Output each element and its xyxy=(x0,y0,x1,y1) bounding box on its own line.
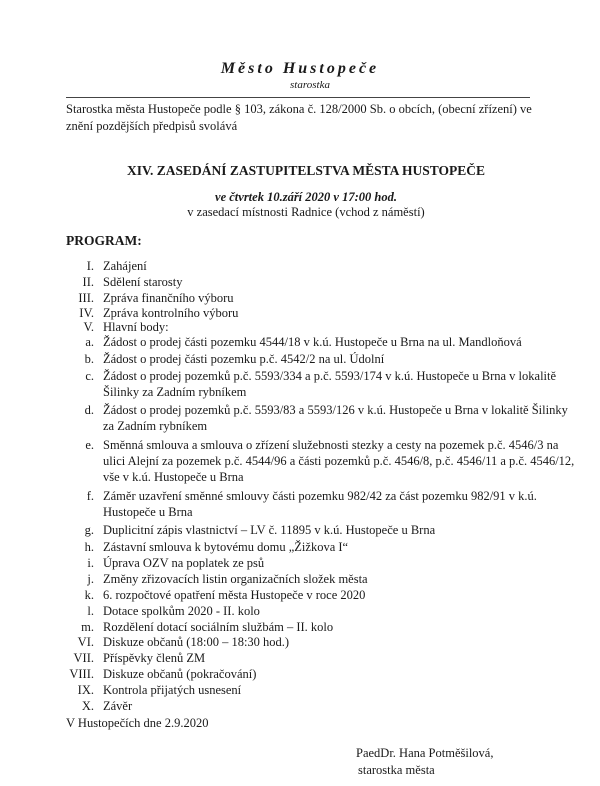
agenda-number: VII. xyxy=(73,651,94,665)
agenda-number: d. xyxy=(84,403,94,417)
agenda-text: Žádost o prodej části pozemku 4544/18 v k.ú. Hustopeče u Brna na ul. Mandloňová xyxy=(103,335,522,349)
header-subtitle: starostka xyxy=(290,79,330,91)
agenda-number: I. xyxy=(86,259,94,273)
agenda-text: Zpráva finančního výboru xyxy=(103,291,234,305)
agenda-text: Příspěvky členů ZM xyxy=(103,651,206,665)
agenda-number: h. xyxy=(84,540,94,554)
meeting-place: v zasedací místnosti Radnice (vchod z náměstí) xyxy=(187,205,425,219)
program-heading: PROGRAM: xyxy=(66,233,142,248)
agenda-number: IX. xyxy=(77,683,94,697)
agenda-number: III. xyxy=(78,291,94,305)
agenda-text: Směnná smlouva a smlouva o zřízení služebnosti stezky a cesty na pozemek p.č. 4546/3 na ulici Alejní za pozemek p.č. 4544/96 a části pozemků p.č. 4546/8, p.č. 4546/11 a p.č. 4546/12, vše v k.ú. Hustopeče u Brna xyxy=(103,438,575,484)
agenda-text: Kontrola přijatých usnesení xyxy=(103,683,242,697)
header-divider xyxy=(66,97,530,98)
agenda-text: Závěr xyxy=(103,699,133,713)
signer-name: PaedDr. Hana Potměšilová, xyxy=(356,746,494,760)
agenda-text: Zahájení xyxy=(103,259,147,273)
agenda-number: j. xyxy=(87,572,94,586)
signer-role: starostka města xyxy=(358,763,435,777)
agenda-text: Úprava OZV na poplatek ze psů xyxy=(103,556,265,570)
intro-paragraph: Starostka města Hustopeče podle § 103, zákona č. 128/2000 Sb. o obcích, (obecní zřízení) ve znění pozdějších předpisů svolává xyxy=(66,102,532,133)
agenda-number: IV. xyxy=(79,306,94,320)
agenda-number: l. xyxy=(87,604,94,618)
agenda-text: Zástavní smlouva k bytovému domu „Žižkova I“ xyxy=(103,540,349,554)
place-and-date: V Hustopečích dne 2.9.2020 xyxy=(66,716,209,730)
agenda-text: Diskuze občanů (pokračování) xyxy=(103,667,257,681)
meeting-title: XIV. ZASEDÁNÍ ZASTUPITELSTVA MĚSTA HUSTOPEČE xyxy=(127,163,485,178)
agenda-text: Změny zřizovacích listin organizačních složek města xyxy=(103,572,368,586)
agenda-text: Zpráva kontrolního výboru xyxy=(103,306,239,320)
agenda-text: Hlavní body: xyxy=(103,320,169,334)
agenda-number: b. xyxy=(84,352,94,366)
meeting-date: ve čtvrtek 10.září 2020 v 17:00 hod. xyxy=(215,190,397,204)
agenda-number: m. xyxy=(81,620,94,634)
agenda-text: Rozdělení dotací sociálním službám – II. kolo xyxy=(103,620,334,634)
agenda-number: X. xyxy=(81,699,94,713)
agenda-number: g. xyxy=(84,523,94,537)
agenda-number: V. xyxy=(83,320,94,334)
agenda-text: Žádost o prodej pozemků p.č. 5593/334 a p.č. 5593/174 v k.ú. Hustopeče u Brna v lokalitě Šilinky za Zadním rybníkem xyxy=(103,369,557,399)
agenda-number: f. xyxy=(86,489,94,503)
agenda-number: k. xyxy=(84,588,94,602)
agenda-number: i. xyxy=(87,556,94,570)
agenda-number: II. xyxy=(82,275,94,289)
agenda-text: Žádost o prodej pozemků p.č. 5593/83 a 5593/126 v k.ú. Hustopeče u Brna v lokalitě Šilinky za Zadním rybníkem xyxy=(103,403,568,433)
agenda-text: 6. rozpočtové opatření města Hustopeče v roce 2020 xyxy=(103,588,366,602)
agenda-text: Sdělení starosty xyxy=(103,275,183,289)
header-title: Město Hustopeče xyxy=(220,60,380,77)
agenda-number: VIII. xyxy=(69,667,94,681)
agenda-text: Dotace spolkům 2020 - II. kolo xyxy=(103,604,260,618)
agenda-number: e. xyxy=(85,438,94,452)
agenda-number: VI. xyxy=(77,635,94,649)
agenda-text: Diskuze občanů (18:00 – 18:30 hod.) xyxy=(103,635,290,649)
agenda-text: Záměr uzavření směnné smlouvy části pozemku 982/42 za část pozemku 982/91 v k.ú. Hustopeče u Brna xyxy=(103,489,537,519)
agenda-text: Žádost o prodej části pozemku p.č. 4542/2 na ul. Údolní xyxy=(103,352,385,366)
agenda-text: Duplicitní zápis vlastnictví – LV č. 11895 v k.ú. Hustopeče u Brna xyxy=(103,523,436,537)
agenda-number: a. xyxy=(85,335,94,349)
agenda-number: c. xyxy=(85,369,94,383)
